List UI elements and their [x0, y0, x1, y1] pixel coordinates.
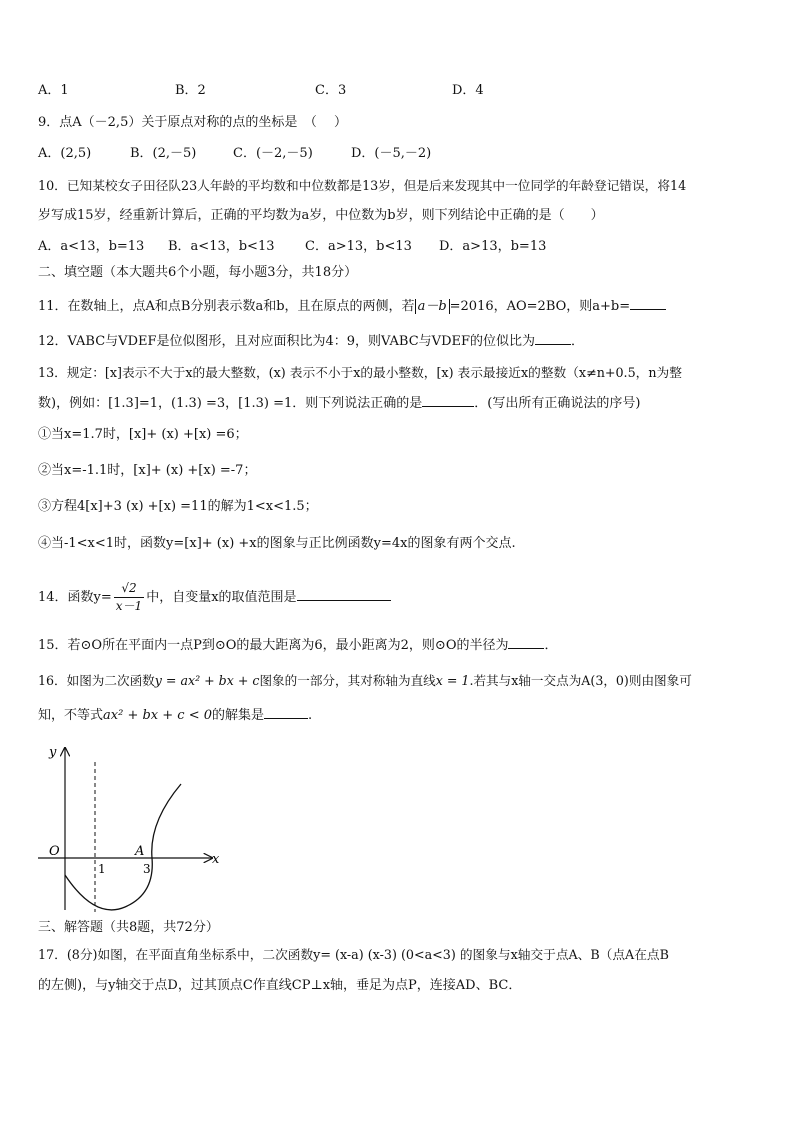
q14-text-b: 中，自变量x的取值范围是 [146, 590, 297, 605]
q9-option-d: D．(－5,－2) [351, 146, 432, 161]
q13-text-a: 数)，例如：[1.3]=1，(1.3) =3，[1.3) =1．则下列说法正确的是 [38, 396, 423, 411]
q8-option-c: C．3 [315, 83, 347, 98]
tick-label-3: 3 [143, 862, 151, 876]
q11-abs-expr: a－b [415, 299, 450, 314]
q17-line1: 17．(8分)如图，在平面直角坐标系中，二次函数y= (x-a) (x-3) (0<a<3) 的图象与x轴交于点A、B（点A在点B [38, 947, 669, 962]
q16-answer-blank [264, 706, 308, 719]
q13-item-3: ③方程4[x]+3 (x) +[x) =11的解为1<x<1.5； [38, 499, 318, 514]
q11-text-b: =2016，AO=2BO，则a+b= [449, 299, 631, 314]
q10-option-a: A．a<13，b=13 [38, 239, 145, 254]
q11-text-a: 11．在数轴上，点A和点B分别表示数a和b，且在原点的两侧，若 [38, 299, 415, 314]
q14-denominator: x－1 [115, 599, 143, 613]
q16-text-b: 图象的一部分，其对称轴为直线 [259, 673, 436, 688]
q15-text-a: 15．若⊙O所在平面内一点P到⊙O的最大距离为6，最小距离为2，则⊙O的半径为 [38, 638, 509, 653]
tick-label-1: 1 [98, 862, 106, 876]
q10-line1: 10．已知某校女子田径队23人年龄的平均数和中位数都是13岁，但是后来发现其中一位同学的年龄登记错误，将14 [38, 178, 687, 193]
q16-text-e: 的解集是 [212, 708, 265, 723]
q16-parabola-graph [36, 742, 226, 917]
q10-line2: 岁写成15岁，经重新计算后，正确的平均数为a岁，中位数为b岁，则下列结论中正确的是（ ） [38, 208, 604, 223]
q14-numerator: √2 [114, 580, 144, 598]
q10-option-c: C．a>13，b<13 [305, 239, 412, 254]
origin-label: O [49, 844, 60, 859]
q13-line2 [38, 394, 640, 413]
q10-option-b: B．a<13，b<13 [168, 239, 275, 254]
q15 [38, 636, 558, 655]
q16-formula-axis: x = 1 [435, 673, 470, 688]
q16-text-c: .若其与x轴一交点为A(3，0)则由图象可 [469, 673, 692, 688]
q16-text-d: 知，不等式 [38, 708, 104, 723]
q14 [38, 578, 391, 618]
y-axis-label: y [49, 745, 57, 760]
q8-option-a: A．1 [38, 83, 69, 98]
q16-text-a: 16．如图为二次函数 [38, 673, 155, 688]
q13-answer-blank [422, 394, 474, 407]
q13-item-4: ④当-1<x<1时，函数y=[x]+ (x) +x的图象与正比例函数y=4x的图象有两个交点. [38, 536, 516, 551]
q14-text-a: 14．函数y= [38, 590, 112, 605]
q12-answer-blank [535, 332, 571, 345]
q9-stem: 9．点A（－2,5）关于原点对称的点的坐标是 （ ） [38, 115, 347, 130]
q16-text-f: . [308, 708, 313, 723]
section-2-heading: 二、填空题（本大题共6个小题，每小题3分，共18分） [38, 265, 358, 280]
q17-line2: 的左侧)，与y轴交于点D，过其顶点C作直线CP⊥x轴，垂足为点P，连接AD、BC． [38, 978, 522, 993]
point-a-label: A [135, 844, 145, 859]
q16-line1 [38, 672, 692, 690]
q16-line2 [38, 706, 312, 725]
q15-answer-blank [508, 636, 544, 649]
q12-text-a: 12．VABC与VDEF是位似图形，且对应面积比为4：9，则VABC与VDEF的位似比为 [38, 334, 535, 349]
parabola-curve [65, 784, 181, 910]
q9-option-c: C．(－2,－5) [233, 146, 313, 161]
q12 [38, 332, 584, 351]
q14-fraction [114, 580, 144, 615]
q13-item-1: ①当x=1.7时，[x]+ (x) +[x) =6； [38, 427, 248, 442]
section-3-heading: 三、解答题（共8题，共72分） [38, 920, 219, 935]
q10-option-d: D．a>13，b=13 [439, 239, 547, 254]
q14-answer-blank [297, 588, 391, 601]
q9-option-a: A．(2,5) [38, 146, 92, 161]
q12-text-b: ． [571, 334, 585, 349]
q11-answer-blank [630, 297, 666, 310]
q16-formula-quadratic: y = ax² + bx + c [154, 673, 260, 688]
q16-formula-inequality: ax² + bx + c < 0 [103, 708, 212, 723]
q11 [38, 297, 666, 316]
q8-option-b: B．2 [175, 83, 206, 98]
q15-text-b: ． [544, 638, 558, 653]
q8-option-d: D．4 [452, 83, 484, 98]
q13-item-2: ②当x=-1.1时，[x]+ (x) +[x) =-7； [38, 463, 257, 478]
q9-option-b: B．(2,－5) [130, 146, 197, 161]
q13-line1: 13．规定：[x]表示不大于x的最大整数，(x) 表示不小于x的最小整数，[x) 表示最接近x的整数（x≠n+0.5，n为整 [38, 365, 682, 380]
q13-text-b: ．(写出所有正确说法的序号) [474, 396, 641, 411]
x-axis-label: x [212, 852, 220, 867]
